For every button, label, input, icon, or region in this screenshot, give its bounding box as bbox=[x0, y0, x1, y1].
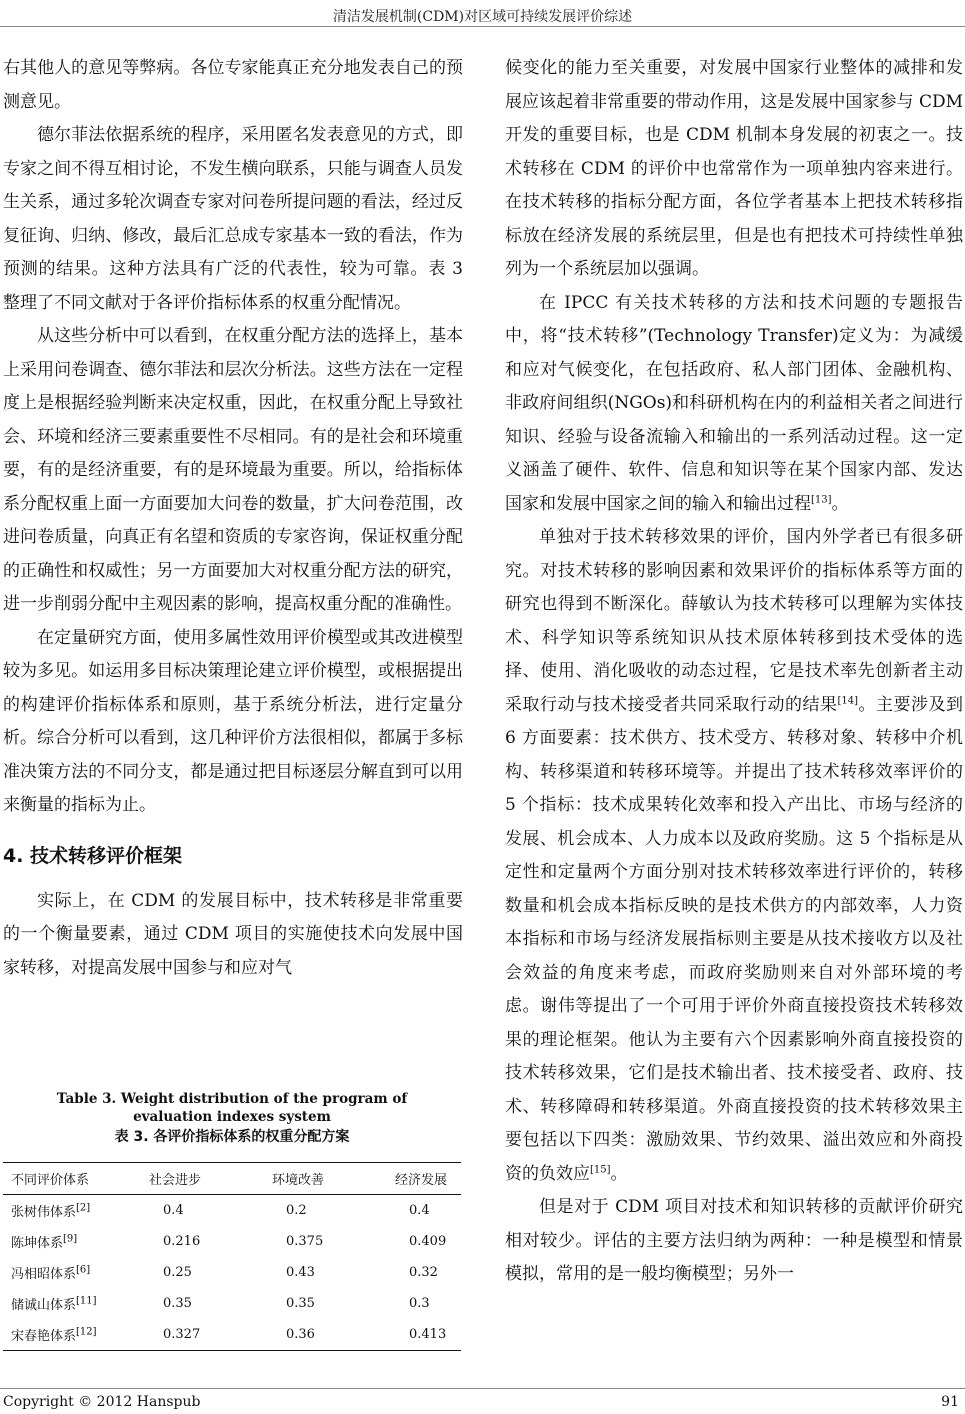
citation: [9] bbox=[63, 1233, 78, 1245]
citation: [11] bbox=[76, 1295, 97, 1307]
table-header-cell: 社会进步 bbox=[149, 1173, 202, 1188]
table-cell-system: 冯相昭体系[6] bbox=[11, 1264, 91, 1282]
table-cell: 0.35 bbox=[163, 1296, 192, 1311]
table-cell: 0.36 bbox=[286, 1327, 315, 1342]
table-header-row bbox=[3, 1163, 461, 1195]
citation: [15] bbox=[590, 1163, 611, 1175]
table-cell: 0.216 bbox=[163, 1234, 201, 1249]
section-title: 4. 技术转移评价框架 bbox=[3, 844, 183, 867]
paragraph: 右其他人的意见等弊病。各位专家能真正充分地发表自己的预测意见。 bbox=[3, 58, 463, 112]
table-row bbox=[3, 1195, 461, 1227]
table-cell: 0.4 bbox=[409, 1203, 430, 1218]
table-caption-en: Table 3. Weight distribution of the program of evaluation indexes system bbox=[56, 1091, 408, 1125]
page-number: 91 bbox=[941, 1394, 959, 1410]
table-row bbox=[3, 1257, 461, 1288]
paragraph: 在定量研究方面，使用多属性效用评价模型或其改进模型较为多见。如运用多目标决策理论建立评价模型，或根据提出的构建评价指标体系和原则，基于系统分析法，进行定量分析。综合分析可以看到，这几种评价方法很相似，都属于多标准决策方法的不同分支，都是通过把目标逐层分解直到可以用来衡量的指标为止。 bbox=[3, 627, 463, 815]
table-row bbox=[3, 1319, 461, 1351]
table-header-cell: 环境改善 bbox=[272, 1173, 325, 1188]
right-column bbox=[505, 52, 963, 1292]
paragraph: 单独对于技术转移效果的评价，国内外学者已有很多研究。对技术转移的影响因素和效果评价的指标体系等方面的研究也得到不断深化。薛敏认为技术转移可以理解为实体技术、科学知识等系统知识从技术原体转移到技术受体的选择、使用、消化吸收的动态过程，它是技术率先创新者主动采取行动与技术接受者共同采取行动的结果[14]。主要涉及到 6 方面要素：技术供方、技术受方、转移对象、转移中介机构、转移渠道和转移环境等。并提出了技术转移效率评价的 5 个指标：技术成果转化效率和投入产出比、市场与经济的发展、机会成本、人力成本以及政府奖励。这 5 个指标是从定性和定量两个方面分别对技术转移效率进行评价的，转移数量和机会成本指标反映的是技术供方的内部效率，人力资本指标和市场与经济发展指标则主要是从技术接收方以及社会效益的角度来考虑，而政府奖励则来自对外部环境的考虑。谢伟等提出了一个可用于评价外商直接投资技术转移效果的理论框架。他认为主要有六个因素影响外商直接投资的技术转移效果，它们是技术输出者、技术接受者、政府、技术、转移障碍和转移渠道。外商直接投资的技术转移效果主要包括以下四类：激励效果、节约效果、溢出效应和外商投资的负效应[15]。 bbox=[505, 527, 964, 1184]
left-column bbox=[3, 52, 463, 985]
table-cell: 0.2 bbox=[286, 1203, 307, 1218]
citation: [12] bbox=[76, 1326, 97, 1338]
table-cell: 0.25 bbox=[163, 1265, 192, 1280]
table-cell-system: 陈坤体系[9] bbox=[11, 1233, 78, 1251]
paragraph: 候变化的能力至关重要，对发展中国家行业整体的减排和发展应该起着非常重要的带动作用，这是发展中国家参与 CDM 开发的重要目标，也是 CDM 机制本身发展的初衷之一。技术转移在 CDM 的评价中也常常作为一项单独内容来进行。在技术转移的指标分配方面，各位学者基本上把技术转移指标放在经济发展的系统层里，但是也有把技术可持续性单独列为一个系统层加以强调。 bbox=[505, 58, 963, 279]
table-row bbox=[3, 1226, 461, 1257]
table-cell: 0.413 bbox=[409, 1327, 447, 1342]
table-cell-system: 张树伟体系[2] bbox=[11, 1202, 91, 1220]
table-cell: 0.35 bbox=[286, 1296, 315, 1311]
citation: [14] bbox=[837, 694, 859, 706]
footer-rule bbox=[0, 1388, 965, 1389]
header-rule bbox=[0, 26, 965, 27]
table-cell-system: 储诚山体系[11] bbox=[11, 1295, 97, 1313]
table-cell: 0.327 bbox=[163, 1327, 201, 1342]
paragraph: 但是对于 CDM 项目对技术和知识转移的贡献评价研究相对较少。评估的主要方法归纳为两种：一种是模型和情景模拟，常用的是一般均衡模型；另外一 bbox=[505, 1197, 963, 1284]
paragraph: 在 IPCC 有关技术转移的方法和技术问题的专题报告中，将“技术转移”(Technology Transfer)定义为：为减缓和应对气候变化，在包括政府、私人部门团体、金融机构、非政府间组织(NGOs)和科研机构在内的利益相关者之间进行知识、经验与设备流输入和输出的一系列活动过程。这一定义涵盖了硬件、软件、信息和知识等在某个国家内部、发达国家和发展中国家之间的输入和输出过程[13]。 bbox=[505, 292, 963, 514]
table-block bbox=[3, 1090, 461, 1351]
table-cell: 0.3 bbox=[409, 1296, 430, 1311]
weights-table bbox=[3, 1162, 461, 1351]
table-cell: 0.4 bbox=[163, 1203, 184, 1218]
table-caption-cn: 表 3. 各评价指标体系的权重分配方案 bbox=[114, 1129, 350, 1145]
citation: [13] bbox=[811, 493, 832, 505]
table-header-cell: 经济发展 bbox=[395, 1173, 448, 1188]
table-cell: 0.32 bbox=[409, 1265, 438, 1280]
table-header-cell: 不同评价体系 bbox=[11, 1173, 90, 1188]
table-cell-system: 宋春艳体系[12] bbox=[11, 1326, 97, 1344]
paragraph: 德尔菲法依据系统的程序，采用匿名发表意见的方式，即专家之间不得互相讨论，不发生横向联系，只能与调查人员发生关系，通过多轮次调查专家对问卷所提问题的看法，经过反复征询、归纳、修改，最后汇总成专家基本一致的看法，作为预测的结果。这种方法具有广泛的代表性，较为可靠。表 3 整理了不同文献对于各评价指标体系的权重分配情况。 bbox=[3, 125, 463, 313]
paragraph: 从这些分析中可以看到，在权重分配方法的选择上，基本上采用问卷调查、德尔菲法和层次分析法。这些方法在一定程度上是根据经验判断来决定权重，因此，在权重分配上导致社会、环境和经济三要素重要性不尽相同。有的是社会和环境重要，有的是经济重要，有的是环境最为重要。所以，给指标体系分配权重上面一方面要加大问卷的数量，扩大问卷范围，改进问卷质量，向真正有名望和资质的专家咨询，保证权重分配的正确性和权威性；另一方面要加大对权重分配方法的研究，进一步削弱分配中主观因素的影响，提高权重分配的准确性。 bbox=[3, 326, 463, 614]
table-cell: 0.43 bbox=[286, 1265, 315, 1280]
running-head: 清洁发展机制(CDM)对区域可持续发展评价综述 bbox=[332, 9, 633, 25]
copyright: Copyright © 2012 Hanspub bbox=[3, 1394, 201, 1410]
paragraph: 实际上，在 CDM 的发展目标中，技术转移是非常重要的一个衡量要素，通过 CDM 项目的实施使技术向发展中国家转移，对提高发展中国参与和应对气 bbox=[3, 890, 463, 978]
table-row bbox=[3, 1288, 461, 1319]
citation: [6] bbox=[76, 1264, 91, 1276]
table-cell: 0.375 bbox=[286, 1234, 324, 1249]
table-cell: 0.409 bbox=[409, 1234, 447, 1249]
citation: [2] bbox=[76, 1202, 91, 1214]
